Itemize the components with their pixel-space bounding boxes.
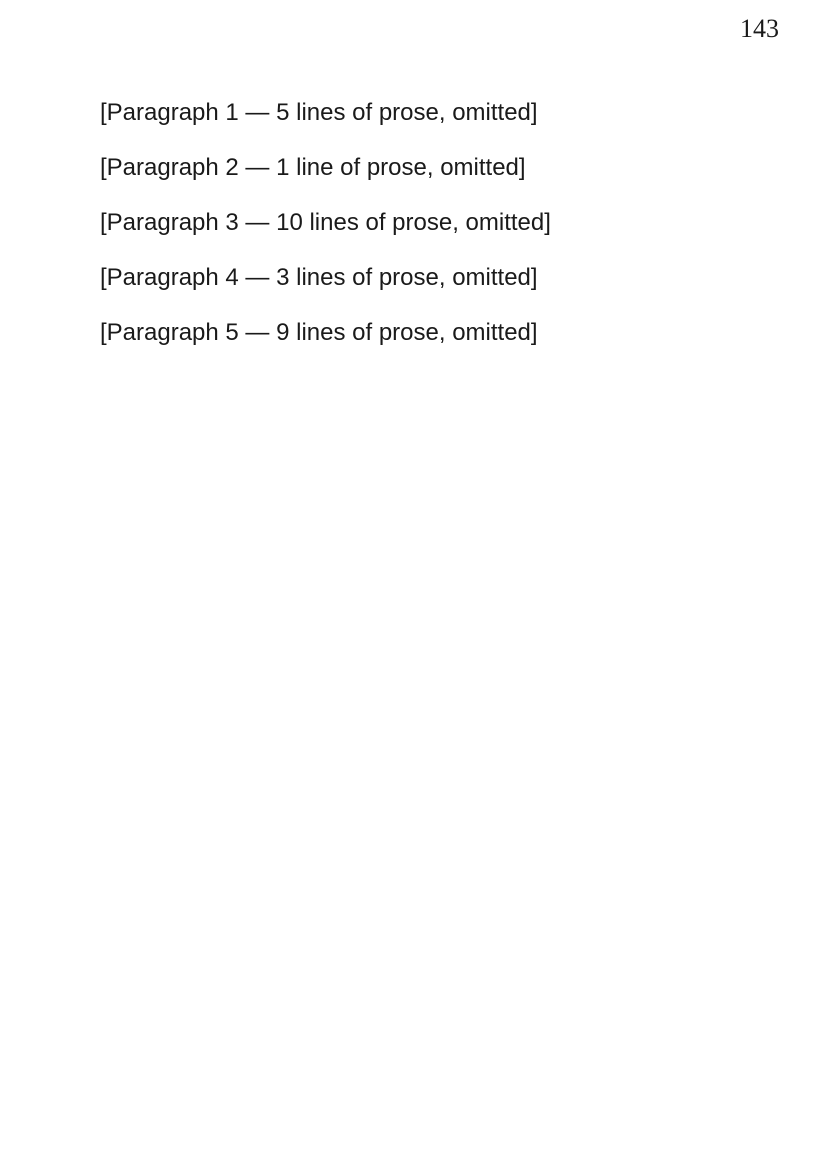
paragraph: [Paragraph 5 — 9 lines of prose, omitted]: [100, 319, 538, 347]
paragraph: [Paragraph 3 — 10 lines of prose, omitted]: [100, 209, 551, 237]
paragraph: [Paragraph 4 — 3 lines of prose, omitted]: [100, 264, 538, 292]
page-number: 143: [740, 14, 779, 43]
paragraph: [Paragraph 2 — 1 line of prose, omitted]: [100, 154, 526, 182]
paragraph: [Paragraph 1 — 5 lines of prose, omitted]: [100, 99, 538, 126]
page-body: [100, 96, 727, 372]
